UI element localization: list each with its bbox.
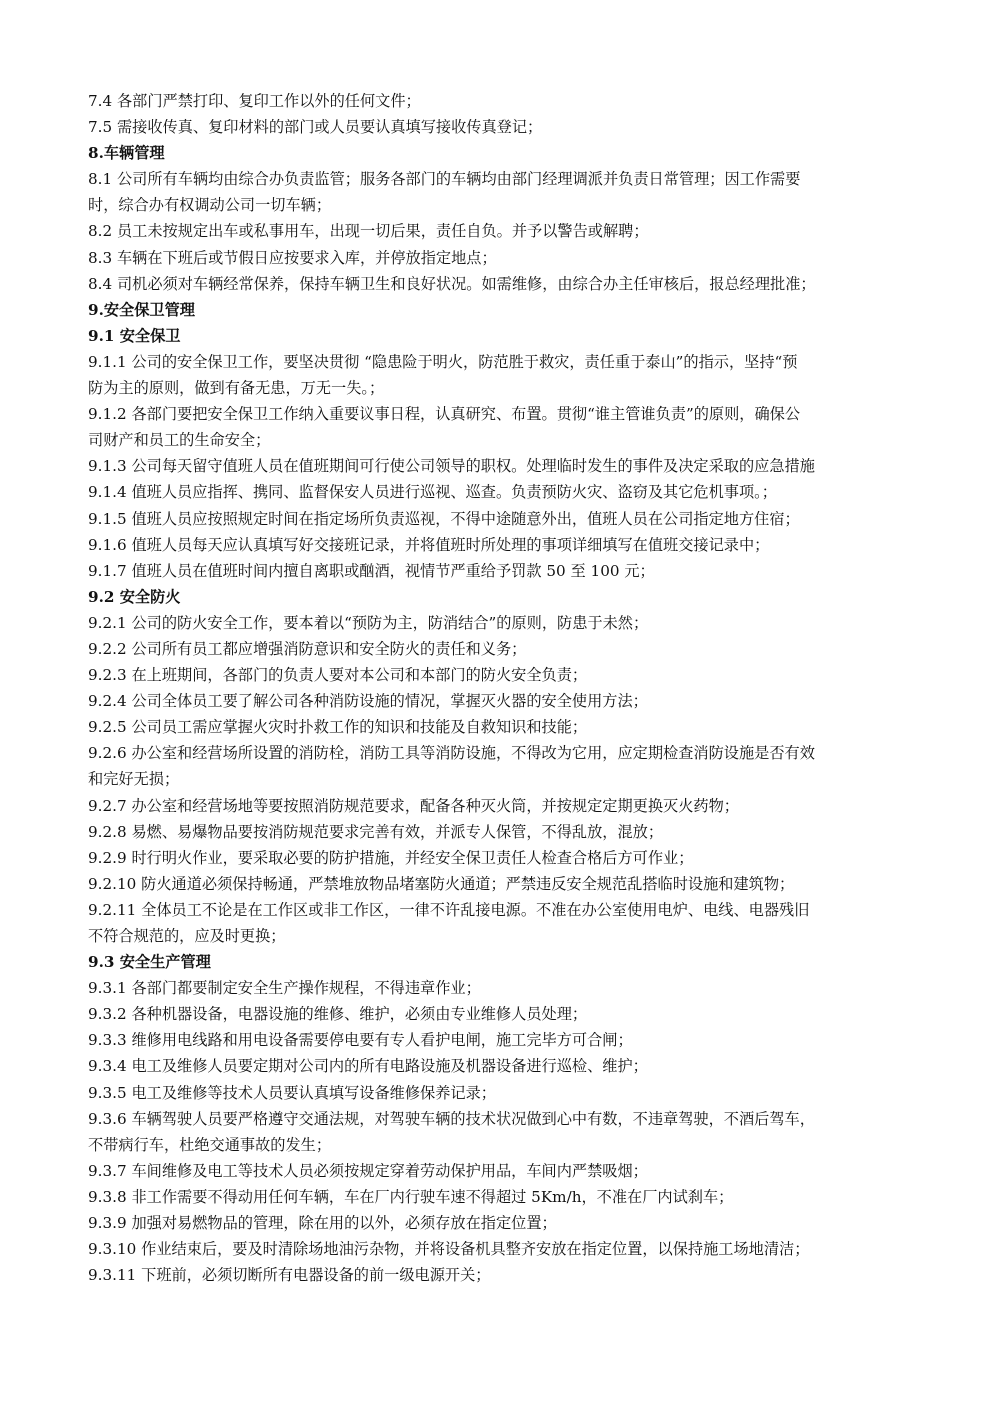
text-line: 9.2.6 办公室和经营场所设置的消防栓，消防工具等消防设施，不得改为它用，应定期检查消防设施是否有效 — [88, 744, 815, 763]
text-line: 9.3.7 车间维修及电工等技术人员必须按规定穿着劳动保护用品，车间内严禁吸烟； — [88, 1161, 648, 1180]
text-line: 9.3.2 各种机器设备，电器设施的维修、维护，必须由专业维修人员处理； — [88, 1005, 588, 1024]
section-heading: 8.车辆管理 — [88, 144, 165, 163]
text-line: 9.2.11 全体员工不论是在工作区或非工作区，一律不许乱接电源。不准在办公室使用电炉、电线、电器残旧 — [88, 900, 810, 919]
text-line: 9.2.8 易燃、易爆物品要按消防规范要求完善有效，并派专人保管，不得乱放，混放； — [88, 822, 664, 841]
text-line: 7.4 各部门严禁打印、复印工作以外的任何文件； — [88, 92, 421, 110]
text-line: 9.2.2 公司所有员工都应增强消防意识和安全防火的责任和义务； — [88, 639, 527, 658]
text-line: 9.2.10 防火通道必须保持畅通，严禁堆放物品堵塞防火通道；严禁违反安全规范乱搭临时设施和建筑物； — [88, 874, 795, 893]
text-line: 9.3.9 加强对易燃物品的管理，除在用的以外，必须存放在指定位置； — [88, 1214, 557, 1233]
text-line: 9.2.4 公司全体员工要了解公司各种消防设施的情况，掌握灭火器的安全使用方法； — [88, 692, 648, 711]
text-line: 不符合规范的，应及时更换； — [88, 927, 286, 945]
text-line: 9.1.5 值班人员应按照规定时间在指定场所负责巡视，不得中途随意外出，值班人员在公司指定地方住宿； — [88, 509, 800, 528]
text-line: 9.1.1 公司的安全保卫工作，要坚决贯彻 “隐患险于明火，防范胜于救灾，责任重于泰山”的指示，坚持“预 — [88, 352, 798, 371]
text-line: 9.2.1 公司的防火安全工作，要本着以“预防为主，防消结合”的原则，防患于未然； — [88, 613, 649, 632]
section-heading: 9.1 安全保卫 — [88, 326, 181, 345]
document-page — [88, 88, 918, 1288]
section-heading: 9.3 安全生产管理 — [88, 953, 211, 972]
text-line: 9.3.10 作业结束后，要及时清除场地油污杂物，并将设备机具整齐安放在指定位置，以保持施工场地清洁； — [88, 1240, 810, 1259]
text-line: 8.3 车辆在下班后或节假日应按要求入库，并停放指定地点； — [88, 248, 497, 267]
text-line: 不带病行车，杜绝交通事故的发生； — [88, 1135, 331, 1154]
text-line: 9.2.7 办公室和经营场地等要按照消防规范要求，配备各种灭火筒，并按规定定期更换灭火药物； — [88, 796, 739, 815]
text-line: 9.2.5 公司员工需应掌握火灾时扑救工作的知识和技能及自救知识和技能； — [88, 718, 588, 737]
text-line: 9.3.6 车辆驾驶人员要严格遵守交通法规，对驾驶车辆的技术状况做到心中有数，不违章驾驶，不酒后驾车， — [88, 1109, 815, 1128]
text-line: 9.3.3 维修用电线路和用电设备需要停电要有专人看护电闸，施工完毕方可合闸； — [88, 1031, 633, 1050]
text-line: 时，综合办有权调动公司一切车辆； — [88, 196, 331, 215]
text-line: 9.2.9 时行明火作业，要采取必要的防护措施，并经安全保卫责任人检查合格后方可作业； — [88, 848, 694, 867]
text-line: 8.1 公司所有车辆均由综合办负责监管；服务各部门的车辆均由部门经理调派并负责日常管理；因工作需要 — [88, 170, 801, 189]
text-line: 9.3.5 电工及维修等技术人员要认真填写设备维修保养记录； — [88, 1083, 496, 1102]
text-line: 司财产和员工的生命安全； — [88, 431, 271, 450]
text-line: 9.3.4 电工及维修人员要定期对公司内的所有电路设施及机器设备进行巡检、维护； — [88, 1057, 648, 1076]
text-line: 8.2 员工未按规定出车或私事用车，出现一切后果，责任自负。并予以警告或解聘； — [88, 222, 649, 241]
section-heading: 9.2 安全防火 — [88, 587, 181, 606]
text-line: 防为主的原则，做到有备无患，万无一失。； — [88, 379, 385, 398]
text-line: 9.1.7 值班人员在值班时间内擅自离职或酗酒，视情节严重给予罚款 50 至 100 元； — [88, 561, 655, 580]
text-line: 9.3.1 各部门都要制定安全生产操作规程，不得违章作业； — [88, 979, 481, 998]
text-line: 9.1.3 公司每天留守值班人员在值班期间可行使公司领导的职权。处理临时发生的事件及决定采取的应急措施 — [88, 457, 815, 476]
section-heading: 9.安全保卫管理 — [88, 300, 195, 319]
text-line: 7.5 需接收传真、复印材料的部门或人员要认真填写接收传真登记； — [88, 118, 543, 137]
text-line: 9.3.8 非工作需要不得动用任何车辆，车在厂内行驶车速不得超过 5Km/h，不准在厂内试刹车； — [88, 1187, 734, 1206]
text-line: 9.1.2 各部门要把安全保卫工作纳入重要议事日程，认真研究、布置。贯彻“谁主管谁负责”的原则，确保公 — [88, 405, 801, 424]
text-line: 9.1.4 值班人员应指挥、携同、监督保安人员进行巡视、巡查。负责预防火灾、盗窃及其它危机事项。； — [88, 483, 777, 502]
text-line: 9.3.11 下班前，必须切断所有电器设备的前一级电源开关； — [88, 1266, 491, 1285]
text-line: 9.2.3 在上班期间，各部门的负责人要对本公司和本部门的防火安全负责； — [88, 666, 588, 685]
text-line: 8.4 司机必须对车辆经常保养，保持车辆卫生和良好状况。如需维修，由综合办主任审核后，报总经理批准； — [88, 274, 816, 293]
text-line: 和完好无损； — [88, 770, 180, 789]
text-line: 9.1.6 值班人员每天应认真填写好交接班记录，并将值班时所处理的事项详细填写在值班交接记录中； — [88, 535, 770, 554]
